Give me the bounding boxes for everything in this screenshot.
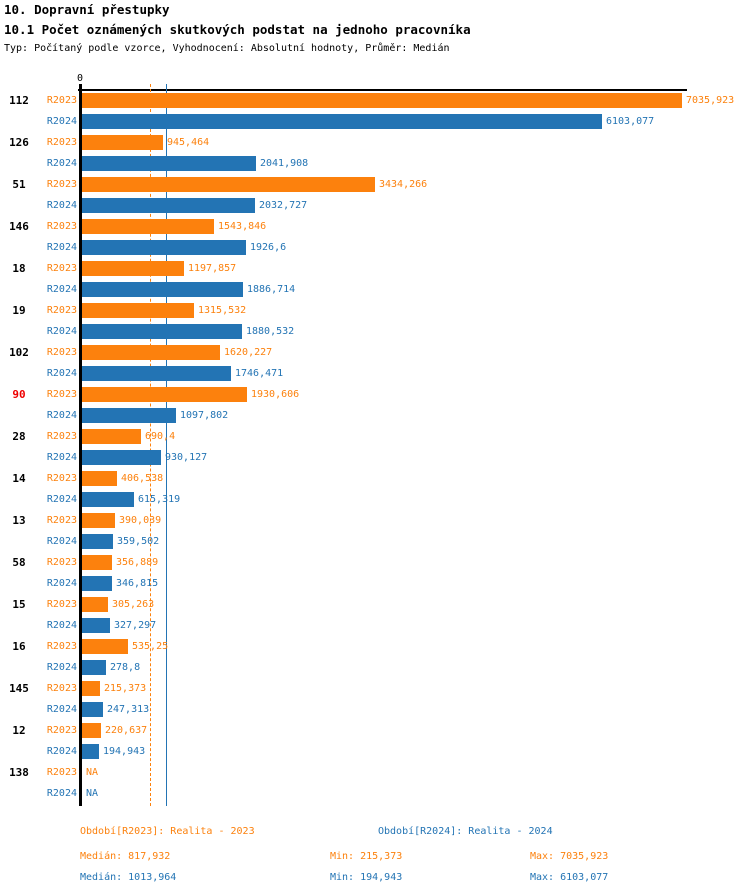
bar-r2023 (82, 639, 128, 654)
category-label: 12 (12, 724, 26, 737)
bar-value-label: 220,637 (105, 725, 148, 736)
bar-value-label: 1926,6 (250, 242, 287, 253)
category-label: 146 (9, 220, 29, 233)
bar-value-label: 390,039 (119, 515, 162, 526)
series-label-r2023: R2023 (46, 305, 77, 316)
series-label-r2024: R2024 (46, 746, 77, 757)
bar-value-label: 7035,923 (686, 95, 735, 106)
bar-r2024 (82, 618, 110, 633)
bar-r2023 (82, 219, 214, 234)
bar-value-label: 1097,802 (180, 410, 229, 421)
series-label-r2023: R2023 (46, 221, 77, 232)
bar-r2023 (82, 135, 163, 150)
x-axis-zero-label: 0 (76, 73, 84, 84)
bar-value-label: 1886,714 (247, 284, 296, 295)
bar-value-label: 615,319 (138, 494, 181, 505)
category-label: 28 (12, 430, 26, 443)
y-axis-line (79, 84, 82, 806)
series-label-r2024: R2024 (46, 662, 77, 673)
report-title: 10. Dopravní přestupky (4, 2, 170, 17)
bar-r2024 (82, 240, 246, 255)
bar-value-label: 1197,857 (188, 263, 237, 274)
stat-max-r2023: Max: 7035,923 (530, 851, 609, 862)
bar-value-label: 2041,908 (260, 158, 309, 169)
bar-r2024 (82, 198, 255, 213)
category-label: 16 (12, 640, 26, 653)
na-label: NA (86, 788, 99, 799)
chart-title: 10.1 Počet oznámených skutkových podstat na jednoho pracovníka (4, 22, 471, 37)
bar-r2023 (82, 303, 194, 318)
bar-r2024 (82, 492, 134, 507)
series-label-r2023: R2023 (46, 473, 77, 484)
bar-value-label: 1620,227 (224, 347, 273, 358)
series-label-r2024: R2024 (46, 368, 77, 379)
bar-value-label: 930,127 (165, 452, 208, 463)
category-label: 145 (9, 682, 29, 695)
bar-r2023 (82, 597, 108, 612)
bar-value-label: 3434,266 (379, 179, 428, 190)
series-label-r2024: R2024 (46, 494, 77, 505)
bar-value-label: 356,889 (116, 557, 159, 568)
series-label-r2024: R2024 (46, 326, 77, 337)
series-label-r2024: R2024 (46, 788, 77, 799)
series-label-r2023: R2023 (46, 641, 77, 652)
bar-r2024 (82, 534, 113, 549)
bar-r2023 (82, 513, 115, 528)
bar-value-label: 535,25 (132, 641, 169, 652)
bar-r2024 (82, 450, 161, 465)
series-label-r2024: R2024 (46, 242, 77, 253)
stat-median-r2024: Medián: 1013,964 (80, 872, 177, 883)
bar-r2024 (82, 114, 602, 129)
category-label: 102 (9, 346, 29, 359)
series-label-r2023: R2023 (46, 95, 77, 106)
series-label-r2024: R2024 (46, 536, 77, 547)
bar-r2024 (82, 408, 176, 423)
category-label: 13 (12, 514, 26, 527)
series-label-r2023: R2023 (46, 599, 77, 610)
bar-r2023 (82, 93, 682, 108)
bar-r2023 (82, 387, 247, 402)
category-label: 126 (9, 136, 29, 149)
bar-r2023 (82, 177, 375, 192)
category-label: 112 (9, 94, 29, 107)
series-label-r2023: R2023 (46, 431, 77, 442)
series-label-r2024: R2024 (46, 410, 77, 421)
bar-r2024 (82, 576, 112, 591)
series-label-r2024: R2024 (46, 620, 77, 631)
bar-value-label: 359,502 (117, 536, 160, 547)
category-label: 58 (12, 556, 26, 569)
bar-r2023 (82, 555, 112, 570)
series-label-r2023: R2023 (46, 767, 77, 778)
bar-r2024 (82, 324, 242, 339)
legend-series-r2023: Období[R2023]: Realita - 2023 (80, 826, 255, 837)
stat-median-r2023: Medián: 817,932 (80, 851, 171, 862)
bar-r2024 (82, 282, 243, 297)
series-label-r2023: R2023 (46, 557, 77, 568)
bar-r2023 (82, 429, 141, 444)
series-label-r2023: R2023 (46, 515, 77, 526)
bar-value-label: 1880,532 (246, 326, 295, 337)
series-label-r2024: R2024 (46, 158, 77, 169)
category-label: 14 (12, 472, 26, 485)
series-label-r2023: R2023 (46, 179, 77, 190)
category-label: 18 (12, 262, 26, 275)
series-label-r2023: R2023 (46, 347, 77, 358)
bar-r2024 (82, 156, 256, 171)
bar-r2023 (82, 471, 117, 486)
bar-value-label: 1543,846 (218, 221, 267, 232)
bar-value-label: 305,263 (112, 599, 155, 610)
chart-meta-line: Typ: Počítaný podle vzorce, Vyhodnocení: Absolutní hodnoty, Průměr: Medián (4, 43, 450, 54)
bar-value-label: 194,943 (103, 746, 146, 757)
bar-r2024 (82, 702, 103, 717)
bar-value-label: 346,815 (116, 578, 159, 589)
bar-r2023 (82, 345, 220, 360)
series-label-r2024: R2024 (46, 452, 77, 463)
category-label: 90 (12, 388, 26, 401)
series-label-r2023: R2023 (46, 725, 77, 736)
x-axis-line (78, 89, 687, 91)
category-label: 138 (9, 766, 29, 779)
series-label-r2024: R2024 (46, 200, 77, 211)
category-label: 15 (12, 598, 26, 611)
na-label: NA (86, 767, 99, 778)
bar-value-label: 1315,532 (198, 305, 247, 316)
series-label-r2024: R2024 (46, 704, 77, 715)
bar-r2024 (82, 660, 106, 675)
median-line-r2024 (166, 84, 167, 806)
bar-r2023 (82, 681, 100, 696)
stat-min-r2023: Min: 215,373 (330, 851, 403, 862)
bar-value-label: 2032,727 (259, 200, 308, 211)
series-label-r2024: R2024 (46, 284, 77, 295)
bar-r2024 (82, 744, 99, 759)
bar-value-label: 1930,606 (251, 389, 300, 400)
bar-value-label: 247,313 (107, 704, 150, 715)
bar-value-label: 690,4 (145, 431, 176, 442)
legend-series-r2024: Období[R2024]: Realita - 2024 (378, 826, 553, 837)
median-line-r2023 (150, 84, 151, 806)
series-label-r2024: R2024 (46, 578, 77, 589)
category-label: 19 (12, 304, 26, 317)
bar-value-label: 6103,077 (606, 116, 655, 127)
series-label-r2024: R2024 (46, 116, 77, 127)
category-label: 51 (12, 178, 26, 191)
stat-min-r2024: Min: 194,943 (330, 872, 403, 883)
series-label-r2023: R2023 (46, 683, 77, 694)
series-label-r2023: R2023 (46, 389, 77, 400)
bar-value-label: 406,538 (121, 473, 164, 484)
bar-value-label: 215,373 (104, 683, 147, 694)
bar-r2024 (82, 366, 231, 381)
stat-max-r2024: Max: 6103,077 (530, 872, 609, 883)
bar-value-label: 278,8 (110, 662, 141, 673)
bar-value-label: 945,464 (167, 137, 210, 148)
bar-value-label: 327,297 (114, 620, 157, 631)
series-label-r2023: R2023 (46, 137, 77, 148)
series-label-r2023: R2023 (46, 263, 77, 274)
bar-r2023 (82, 261, 184, 276)
bar-value-label: 1746,471 (235, 368, 284, 379)
bar-r2023 (82, 723, 101, 738)
